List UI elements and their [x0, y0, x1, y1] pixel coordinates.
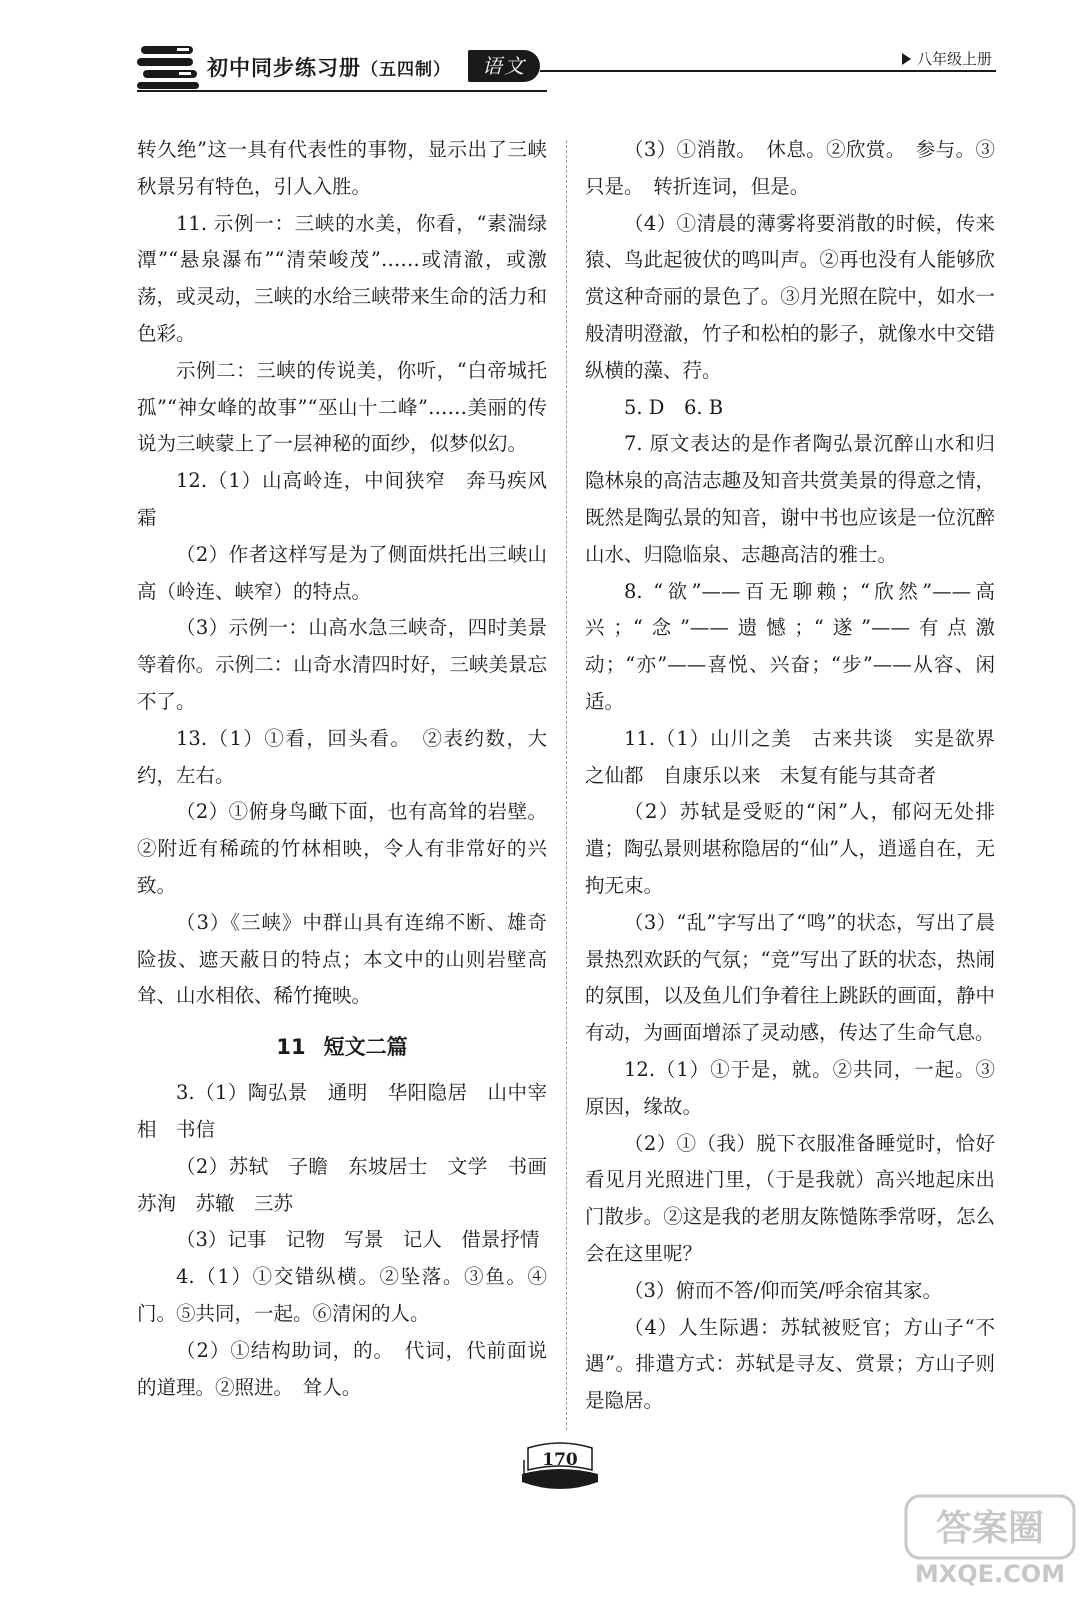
answer-paragraph: 3.（1）陶弘景 通明 华阳隐居 山中宰相 书信 [137, 1081, 547, 1141]
grade-label [902, 48, 992, 69]
answer-paragraph: （2）①（我）脱下衣服准备睡觉时，恰好看见月光照进门里，（于是我就）高兴地起床出门散步。②这是我的老朋友陈慥陈季常呀，怎么会在这里呢？ [585, 1131, 995, 1265]
book-title-sub: （五四制） [361, 60, 451, 80]
answer-paragraph: （3）“乱”字写出了“鸣”的状态，写出了晨景热烈欢跃的气氛；“竞”写出了跃的状态，热闹的氛围，以及鱼儿们争着往上跳跃的画面，静中有动，为画面增添了灵动感，传达了生命气息。 [585, 910, 995, 1045]
answer-paragraph: 11.（1）山川之美 古来共谈 实是欲界之仙都 自康乐以来 未复有能与其奇者 [585, 726, 995, 787]
answer-paragraph: 转久绝”这一具有代表性的事物，显示出了三峡秋景另有特色，引人入胜。 [137, 138, 547, 198]
watermark-logo-text: 答案圈 [935, 1508, 1045, 1549]
answer-paragraph: （3）①消散。 休息。②欣赏。 参与。③只是。 转折连词，但是。 [585, 138, 995, 198]
answer-paragraph: （3）示例一：山高水急三峡奇，四时美景等着你。示例二：山奇水清四时好，三峡美景忘不了。 [137, 616, 547, 713]
book-stack-icon [137, 44, 201, 90]
book-title [207, 52, 451, 82]
answer-paragraph: 8. “欲”——百无聊赖；“欣然”——高兴；“念”——遗憾；“遂”——有点激动；“亦”——喜悦、兴奋；“步”——从容、闲适。 [585, 579, 995, 713]
left-column [137, 132, 567, 1406]
watermark [900, 1490, 1080, 1590]
answer-paragraph: 11. 示例一：三峡的水美，你看，“素湍绿潭”“悬泉瀑布”“清荣峻茂”……或清澈，或激荡，或灵动，三峡的水给三峡带来生命的活力和色彩。 [137, 211, 547, 345]
answer-paragraph: 4.（1）①交错纵横。②坠落。③鱼。④门。⑤共同，一起。⑥清闲的人。 [137, 1265, 547, 1325]
answer-paragraph: （2）作者这样写是为了侧面烘托出三峡山高（岭连、峡窄）的特点。 [137, 542, 547, 603]
section-heading [137, 1029, 547, 1065]
triangle-right-icon [902, 53, 911, 65]
answer-paragraph: （3）俯而不答/仰而笑/呼余宿其家。 [624, 1278, 943, 1302]
answer-paragraph: （3）《三峡》中群山具有连绵不断、雄奇险拔、遮天蔽日的特点；本文中的山则岩壁高耸、山水相依、稀竹掩映。 [137, 910, 547, 1008]
book-title-main: 初中同步练习册 [207, 56, 361, 80]
watermark-url: MXQE.COM [914, 1560, 1066, 1588]
answer-paragraph: （3）记事 记物 写景 记人 借景抒情 [176, 1228, 540, 1252]
header-rule-lower [137, 90, 547, 92]
page-number-badge [514, 1440, 606, 1496]
answer-paragraph: （2）①结构助词，的。 代词，代前面说的道理。②照进。 耸人。 [137, 1338, 547, 1399]
answer-paragraph: 13.（1）①看，回头看。 ②表约数，大约，左右。 [137, 726, 547, 787]
answer-paragraph: 7. 原文表达的是作者陶弘景沉醉山水和归隐林泉的高洁志趣及知音共赏美景的得意之情，既然是陶弘景的知音，谢中书也应该是一位沉醉山水、归隐临泉、志趣高洁的雅士。 [585, 432, 995, 566]
answer-paragraph: 示例二：三峡的传说美，你听，“白帝城托孤”“神女峰的故事”“巫山十二峰”……美丽的传说为三峡蒙上了一层神秘的面纱，似梦似幻。 [137, 358, 547, 456]
section-title: 短文二篇 [323, 1035, 408, 1060]
right-column [585, 132, 995, 1420]
answer-paragraph: （4）人生际遇：苏轼被贬官；方山子“不遇”。排遣方式：苏轼是寻友、赏景；方山子则是隐居。 [585, 1315, 995, 1413]
answer-paragraph: （2）苏轼是受贬的“闲”人，郁闷无处排遣；陶弘景则堪称隐居的“仙”人，逍遥自在，无拘无束。 [585, 800, 995, 897]
column-divider [566, 140, 567, 1430]
section-number: 11 [276, 1035, 306, 1060]
watermark-logo [900, 1490, 1080, 1590]
answer-paragraph: 12.（1）山高岭连，中间狭窄 奔马疾风 霜 [137, 469, 567, 529]
page-number: 170 [542, 1450, 578, 1470]
answer-paragraph: 5. D 6. B [624, 395, 724, 419]
answer-paragraph: 12.（1）①于是，就。②共同，一起。③原因，缘故。 [585, 1057, 995, 1118]
answer-paragraph: （2）苏轼 子瞻 东坡居士 文学 书画 苏洵 苏辙 三苏 [137, 1154, 567, 1215]
grade-text: 八年级上册 [917, 50, 993, 68]
subject-badge: 语文 [468, 50, 540, 82]
answer-paragraph: （2）①俯身鸟瞰下面，也有高耸的岩壁。②附近有稀疏的竹林相映，令人有非常好的兴致。 [137, 800, 547, 897]
header-rule [540, 70, 996, 72]
answer-paragraph: （4）①清晨的薄雾将要消散的时候，传来猿、鸟此起彼伏的鸣叫声。②再也没有人能够欣赏这种奇丽的景色了。③月光照在院中，如水一般清明澄澈，竹子和松柏的影子，就像水中交错纵横的藻、荇。 [585, 211, 995, 382]
page-header [0, 0, 1089, 110]
